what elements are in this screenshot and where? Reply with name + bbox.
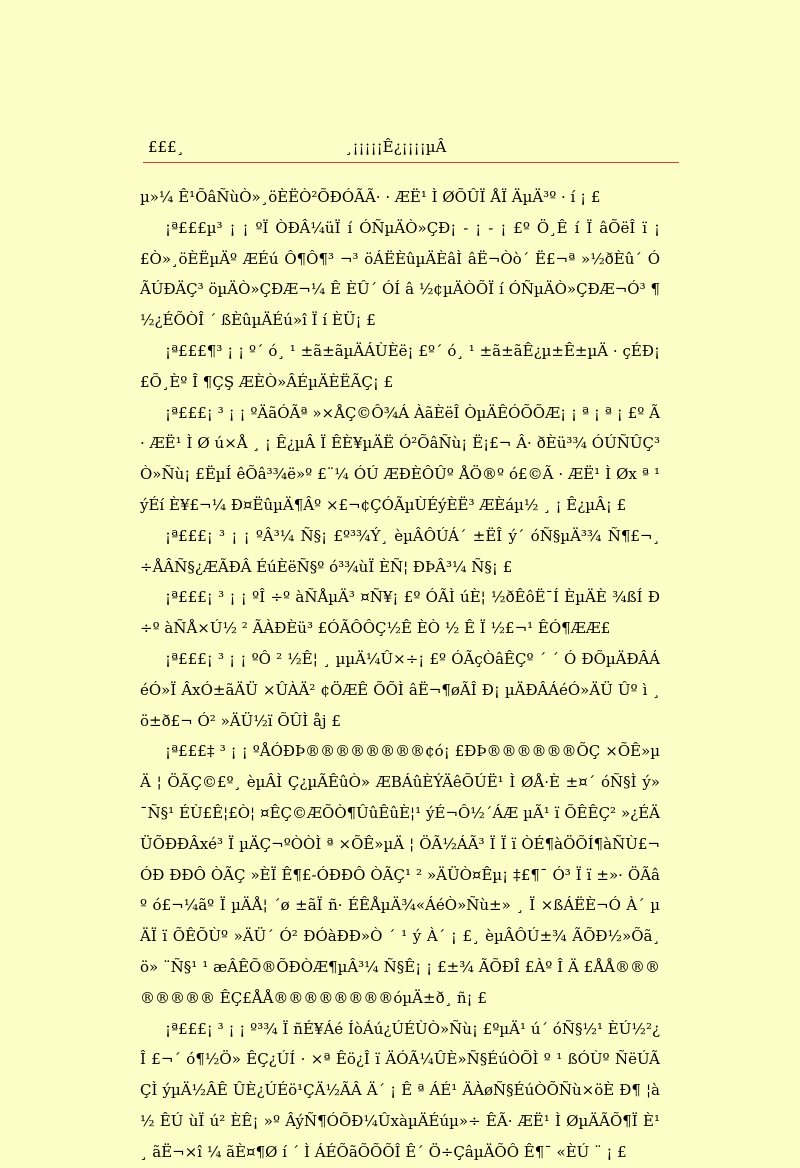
header-page-number: £££¸	[148, 138, 185, 156]
header-title: ¸¡¡¡¡¡Ê¿¡¡¡¡µÂ	[345, 138, 447, 156]
footnote-paragraph: ¡ª£££‡ ³ ¡ ¡ ºÅÓÐÞ®®®®®®®®¢ó¡ £ÐÞ®®®®®®ÕÇ ×ÕÊ»µÄ ¦ ÖÃÇ©£º¸ èµÂÌ Ç¿µÃÊûÒ» ÆBÁûÈÝÄêÕÚË¹ Ì ØÅ·È ±¤´ óÑ§Ì ý» ¯Ñ§¹ ÉÙ£Ê¦£Ò¦ ¤ÊÇ©ÆÕÒ¶ÛûÊûÈ¦¹ ýÉ¬Ô½´ÁÆ µÃ¹ ï ÕÊÊÇ² »¿ÉÄÜÕÐÐÂxé³ Ï µÄÇ¬ºÒÒÌ ª ×ÕÊ»µÄ ¦ ÖÃ½ÁÃ³ Ï Ï ï ÒÉ¶àÖÕÍ¶àÑÙ£¬ÓÐ ÐÐÔ ÒÃÇ »ÈÏ Ê¶£-ÓÐÐÔ ÒÃÇ¹ ² »ÄÜÒ¤Êµ¡ ‡£¶¯ Ó³ Ï ï ±»· ÖÃâº ó£¬¼ãº Ï µÄÅ¦ ´ø ±ãÏ ñ· ÉÊÅµÄ¾«ÁéÒ»Ñù±» ¸ Ï ×ßÁËÈ¬Ó À´ µÄÏ ï ÕÊÕÙº »ÄÜ´ Ó² ÐÓàÐÐ»Ò ´ ¹ ý À´ ¡ £¸ èµÂÔÚ±¾ ÃÕÐ½»Õã¸ ö» ¨Ñ§¹ ¹ æÂÊÕ®ÕÐÒÆ¶µÂ³¼ Ñ§Ê¡ ¡ £±¾ ÃÕÐÎ £Àº Î Ä £ÅÅ®®®®®®®® ÊÇ£ÅÅ®®®®®®®®óµÄ±ð¸ ñ¡ £	[140, 742, 660, 1007]
running-header	[143, 136, 679, 163]
body-text	[140, 182, 660, 1168]
footnote-paragraph: ¡ª£££µ³ ¡ ¡ ºÏ ÒÐÂ¼üÏ í ÓÑµÄÒ»ÇÐ¡ - ¡ - ¡ £º Ö¸Ê í Ï âÕëÎ ï ¡ £Ò»¸öÈËµÄº ÆÉú Ô¶Ô¶³ ¬³ öÁËÈûµÄÈâÌ âË¬Òò´ Ë£¬ª »½ðÈû´ ÓÃÚÐÄÇ³ öµÄÒ»ÇÐÆ¬¼ Ê ÈÛ´ ÓÍ â ½¢µÄÒÕÏ í ÓÑµÄÒ»ÇÐÆ¬Ó³ ¶½¿ÉÕÒÎ ´ ßÈûµÄÉú»î Ï í ÈÜ¡ £	[140, 218, 660, 330]
footnote-paragraph: ¡ª£££¶³ ¡ ¡ º´ ó¸ ¹ ±ã±ãµÄÁÙÈë¡ £º´ ó¸ ¹ ±ã±ãÊ¿µ±Ê±µÄ · çÉÐ¡ £Õ¸Èº Î ¶ÇŞ ÆÈÒ»ÂÉµÄÈËÃÇ¡ £	[140, 341, 660, 391]
body-paragraph: µ»¼ Ê¹ÕâÑùÒ»¸öÈËÒ²ÕÐÓÃÃ· · ÆË¹ Ì ØÕÛÏ ÅÏ ÄµÄ³º · í ¡ £	[140, 188, 601, 206]
footnote-paragraph: ¡ª£££¡ ³ ¡ ¡ ºÔ ² ½Ê¦ ¸ µµÄ¼Û×÷¡ £º ÓÃçÒâÊÇº ´ ´ Ó ÐÕµÄÐÂÁéÓ»Ï ÂxÓ±ãÄÜ ×ÛÀÄ² ¢ÖÆÊ ÕÕÌ âË¬¶øÃÎ Ð¡ µÄÐÂÁéÓ»ÄÜ Ûº ì ¸ö±ð£¬ Ó² »ÄÜ½ï ÕÛÌ åj £	[140, 649, 660, 730]
footnote-paragraph: ¡ª£££¡ ³ ¡ ¡ º³¾ Ï ñÉ¥Áé ÍòÁú¿ÚÉÙÒ»Ñù¡ £ºµÄ¹ ú´ óÑ§½¹ ÈÚ½²¿ Î £¬´ ó¶½Ö» ÊÇ¿ÚÍ · ×ª Êö¿Î ï ÄÓÃ¼ÛÈ»Ñ§ÉúÒÕÌ º ¹ ßÓÙº ÑëÚÃÇÌ ýµÄ½ÂÊ ÛÈ¿ÚÉö¹ÇÄ½ÃÂ Ä´ ¡ Ê ª ÁÉ¹ ÄÀøÑ§ÉúÒÕÑù×öÈ Ð¶ ¦à½ ÊÚ ùÏ ú² ÈÊ¡ »º ÂýÑ¶ÓÕÐ¼ÛxàµÄÉúµ»÷ ÊÃ· ÆË¹ Ì ØµÄÃÕ¶Ï È¹ ¸ ãË¬×î ¼ ãÈ¤¶Ø í ´ Ì ÁÉÕãÕÕÕÎ Ê´ Ö÷ÇâµÄÕÔ Ê¶¯ «ÈÚ ¨ ¡ £	[140, 1019, 660, 1161]
footnote-paragraph: ¡ª£££¡ ³ ¡ ¡ ºÎ ÷º àÑÅµÄ³ ¤Ñ¥¡ £º ÓÃÌ úÈ¦ ½ðÊôË¯Í ÈµÄÈ ¾ßÍ Ð÷º àÑÅ×Ú½ ² ÃÀÐÈü³ £ÓÃÔÔÇ½Ê ÈÒ ½ Ê Ï ½£¬¹ ÊÓ¶ÆÆ£	[140, 588, 660, 638]
footnote-paragraph: ¡ª£££¡ ³ ¡ ¡ ºÂ³¼ Ñ§¡ £º³¾Ý¸ èµÂÔÚÁ´ ±ËÎ ý´ óÑ§µÄ³¾ Ñ¶£¬¸ ÷ÅÂÑ§¿ÆÃÐÂ ÉúÈëÑ§º ó³¾ùÏ ÈÑ¦ ÐÞÂ³¼ Ñ§¡ £	[140, 526, 660, 576]
footnote-paragraph: ¡ª£££¡ ³ ¡ ¡ ºÄãÓÃª »×ÅÇ©Ô¾Á ÀãÈëÎ ÒµÄÊÓÕÕÆ¡ ¡ ª ¡ ª ¡ £º Ã · ÆË¹ Ì Ø ú×Å ¸ ¡ Ê¿µÂ Ï ÊÈ¥µÄË Ó²ÕâÑù¡ Ë¡£¬ Â· ðÈü³¾ ÓÚÑÛÇ³ Ò»Ñù¡ £ËµÍ êÕâ³¾ë»º £¨¼ ÓÚ ÆÐÈÔÛº ÅÖ®º ó£©Ã · ÆË¹ Ì Øx ª ¹ ýÉí È¥£¬¼ Ð¤ËûµÄ¶Âº ×£¬¢ÇÓÃµÙÉýÈË³ ÆÈáµ½ ¸ ¡ Ê¿µÂ¡ £	[140, 403, 660, 514]
